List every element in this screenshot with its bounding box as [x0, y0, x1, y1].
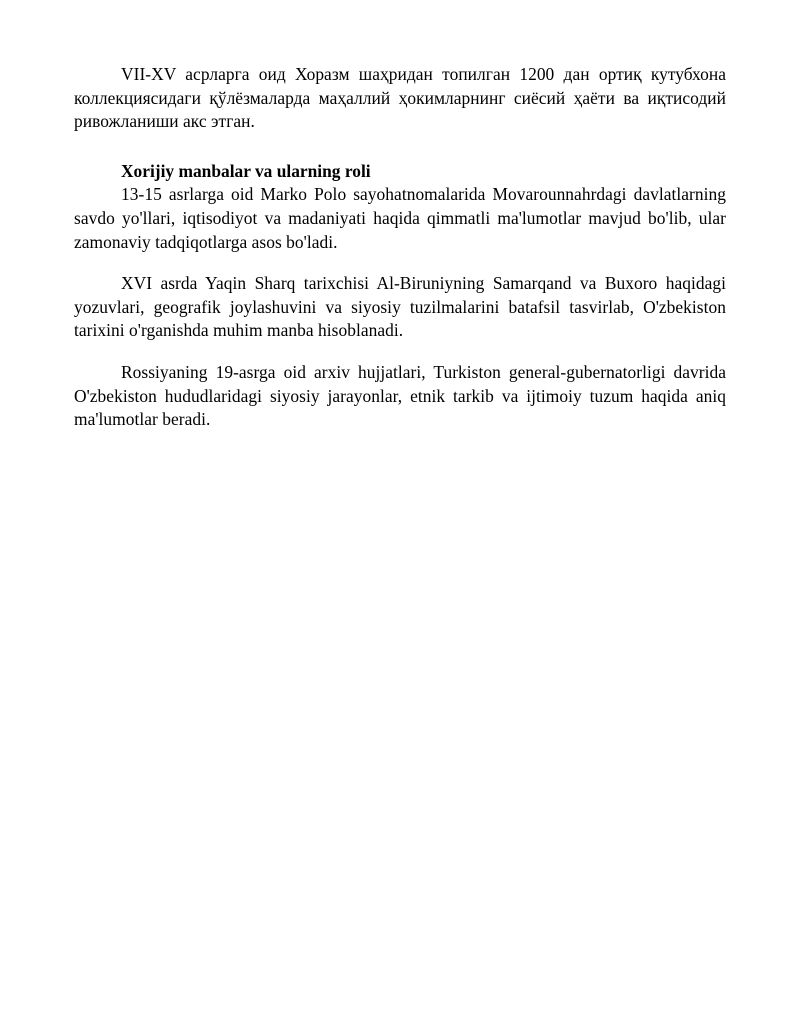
- paragraph-russian-archives: Rossiyaning 19-asrga oid arxiv hujjatlari, Turkiston general-gubernatorligi davrida O'zbekiston hududlaridagi siyosiy jarayonlar, etnik tarkib va ijtimoiy tuzum haqida aniq ma'lumotlar beradi.: [74, 361, 726, 430]
- paragraph-marco-polo: 13-15 asrlarga oid Marko Polo sayohatnomalarida Movarounnahrdagi davlatlarning savdo yo'llari, iqtisodiyot va madaniyati haqida qimmatli ma'lumotlar mavjud bo'lib, ular zamonaviy tadqiqotlarga asos bo'ladi.: [74, 184, 726, 252]
- paragraph-khorezm-manuscripts: VII-XV асрларга оид Хоразм шаҳридан топилган 1200 дан ортиқ кутубхона коллекциясидаги қўлёзмаларда маҳаллий ҳокимларнинг сиёсий ҳаёти ва иқтисодий ривожланиши акс этган.: [74, 64, 726, 132]
- document-page: [74, 63, 726, 432]
- section-heading: Xorijiy manbalar va ularning roli: [121, 160, 371, 181]
- paragraph-al-biruni: XVI asrda Yaqin Sharq tarixchisi Al-Biruniyning Samarqand va Buxoro haqidagi yozuvlari, geografik joylashuvini va siyosiy tuzilmalarini batafsil tasvirlab, O'zbekiston tarixini o'rganishda muhim manba hisoblanadi.: [74, 273, 726, 341]
